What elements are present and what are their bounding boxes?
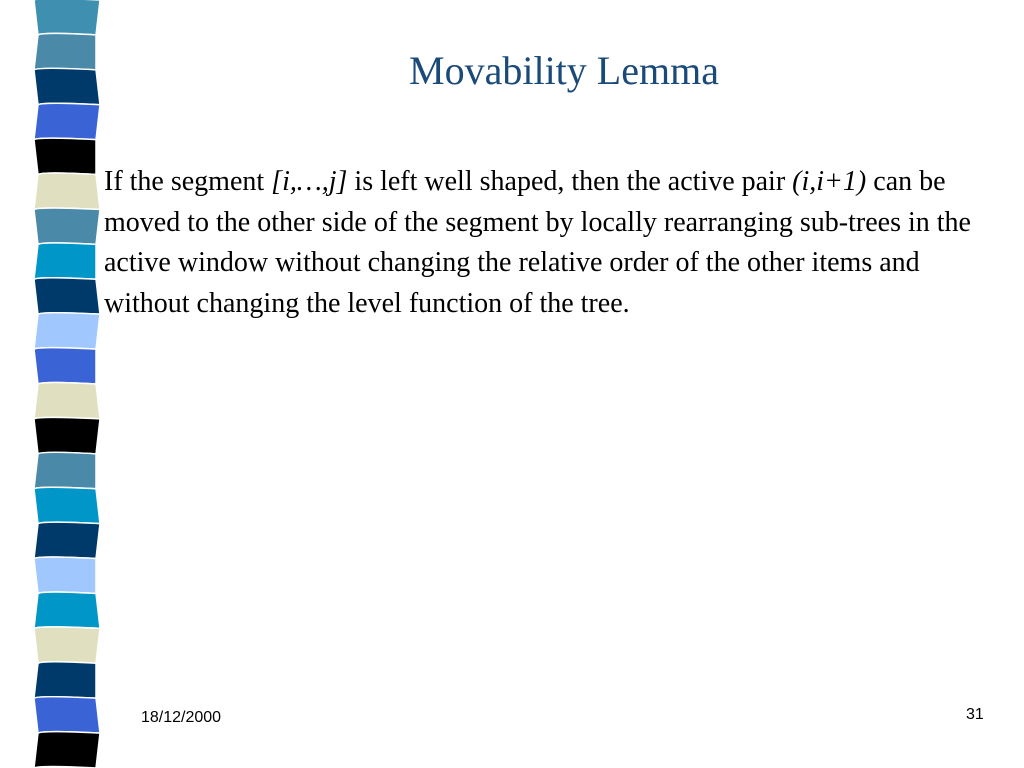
body-text-run: can be moved to the other side of the segment by locally rearranging sub-trees in the active window without changing the relative order of the other items and without changing the level function of the tree. bbox=[104, 166, 971, 319]
page-number: 31 bbox=[966, 706, 984, 723]
stripe-segment bbox=[34, 313, 100, 349]
stripe-segment bbox=[34, 522, 100, 558]
stripe-segment bbox=[34, 138, 96, 174]
footer-date: 18/12/2000 bbox=[141, 709, 222, 726]
stripe-segment bbox=[34, 243, 96, 279]
stripe-segment bbox=[34, 348, 96, 384]
stripe-segment bbox=[34, 452, 96, 488]
stripe-segment bbox=[34, 732, 100, 768]
slide-body-text bbox=[104, 162, 1004, 324]
stripe-segment bbox=[34, 592, 100, 628]
stripe-segment bbox=[34, 417, 100, 453]
stripe-segment bbox=[34, 103, 100, 139]
stripe-segment bbox=[34, 662, 96, 698]
stripe-segment bbox=[34, 208, 100, 244]
stripe-segment bbox=[34, 173, 100, 209]
stripe-segment bbox=[34, 278, 100, 314]
stripe-segment bbox=[34, 33, 96, 69]
body-text-run: is left well shaped, then the active pair bbox=[347, 166, 793, 197]
stripe-segment bbox=[34, 487, 100, 523]
stripe-segment bbox=[34, 0, 100, 35]
stripe-segment bbox=[34, 68, 100, 104]
decorative-stripe bbox=[0, 0, 118, 768]
stripe-segment bbox=[34, 557, 96, 593]
italic-math-text: (i,i+1) bbox=[792, 166, 867, 197]
italic-math-text: [i,…,j] bbox=[271, 166, 348, 197]
stripe-segment bbox=[34, 627, 100, 663]
stripe-segment bbox=[34, 697, 100, 733]
stripe-segment bbox=[34, 383, 100, 419]
slide-title: Movability Lemma bbox=[409, 48, 719, 93]
body-text-run: If the segment bbox=[104, 166, 272, 197]
